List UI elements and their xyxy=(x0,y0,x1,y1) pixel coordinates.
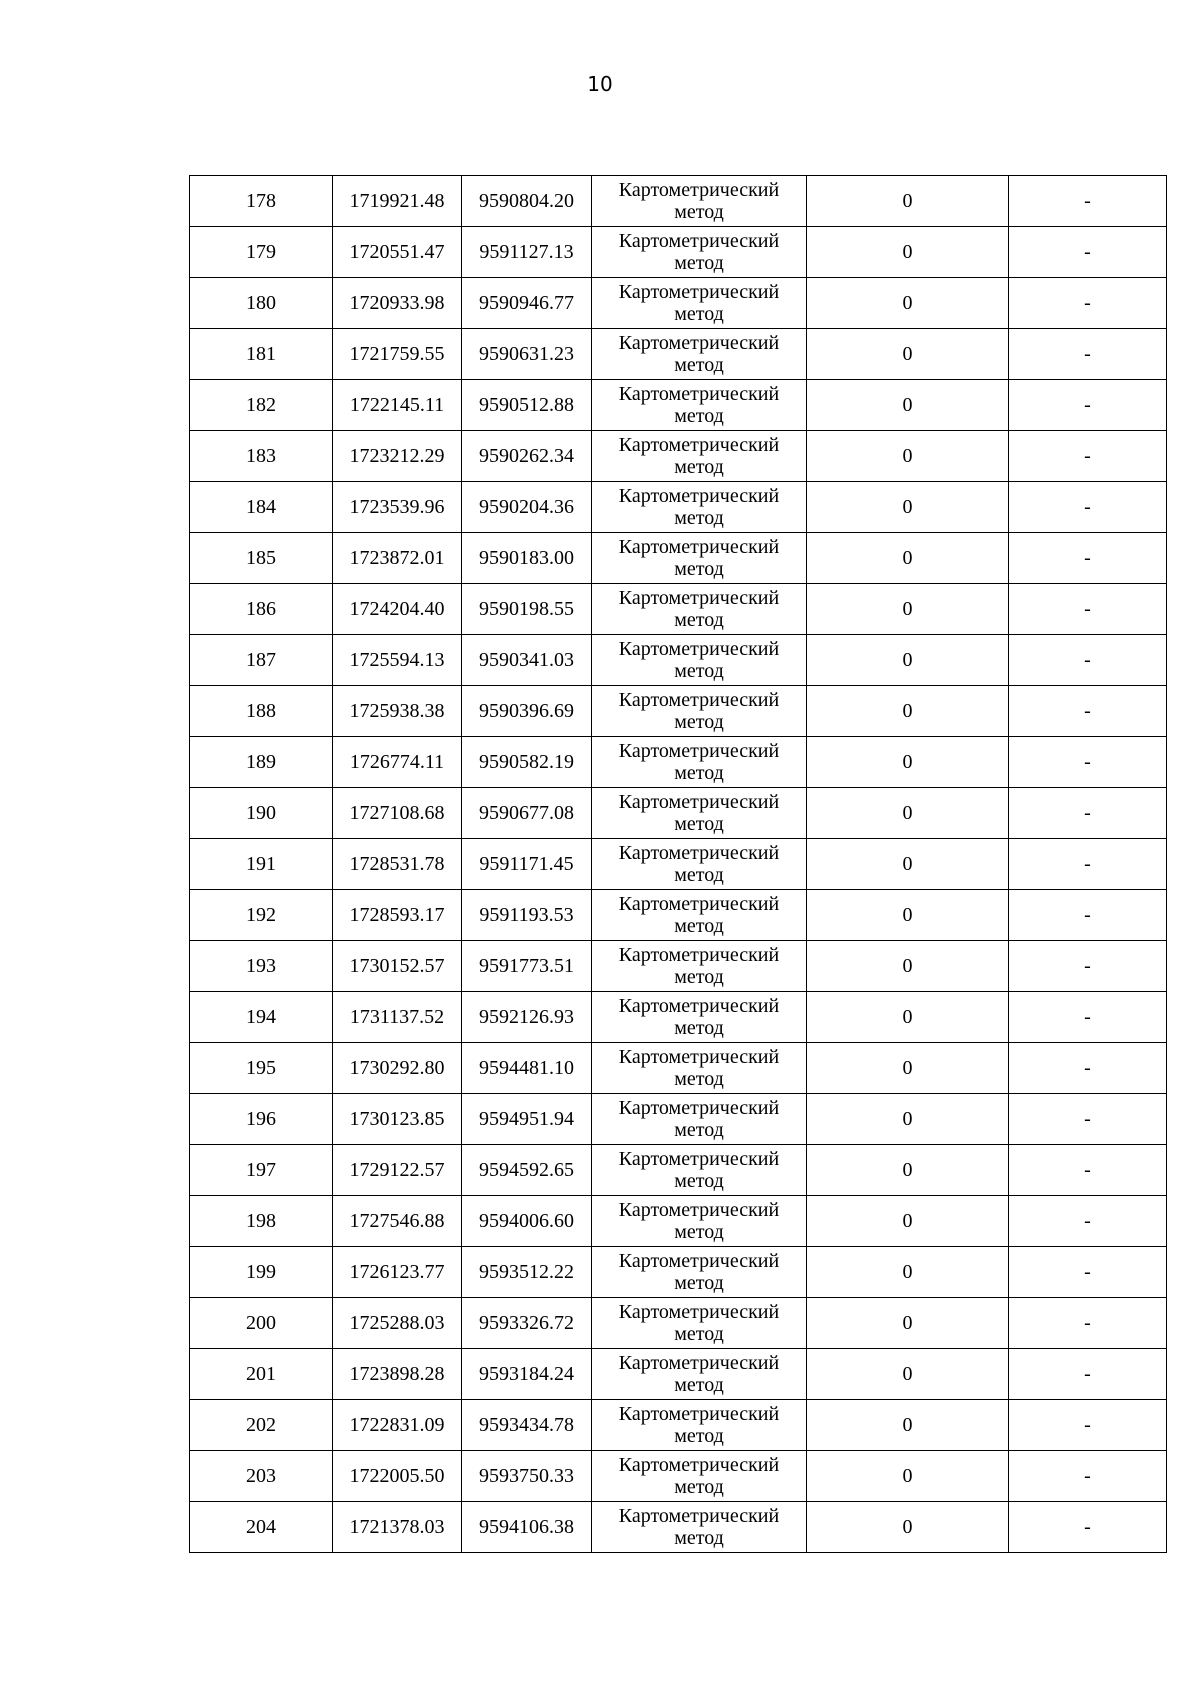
x-coordinate-cell: 1727108.68 xyxy=(333,788,462,839)
method-text-line-2: метод xyxy=(674,201,724,223)
accuracy-value-cell: 0 xyxy=(807,941,1009,992)
note-cell: - xyxy=(1009,686,1167,737)
method-cell xyxy=(592,176,807,227)
table-row xyxy=(190,1094,1167,1145)
point-number-cell: 192 xyxy=(190,890,333,941)
y-coordinate-cell: 9590631.23 xyxy=(462,329,592,380)
y-coordinate-cell: 9593750.33 xyxy=(462,1451,592,1502)
method-text-line-2: метод xyxy=(674,252,724,274)
note-cell: - xyxy=(1009,584,1167,635)
accuracy-value-cell: 0 xyxy=(807,1094,1009,1145)
table-row xyxy=(190,380,1167,431)
accuracy-value-cell: 0 xyxy=(807,1247,1009,1298)
table-row xyxy=(190,1349,1167,1400)
method-cell xyxy=(592,839,807,890)
accuracy-value-cell: 0 xyxy=(807,584,1009,635)
table-row xyxy=(190,1451,1167,1502)
y-coordinate-cell: 9594481.10 xyxy=(462,1043,592,1094)
x-coordinate-cell: 1725288.03 xyxy=(333,1298,462,1349)
y-coordinate-cell: 9592126.93 xyxy=(462,992,592,1043)
method-cell xyxy=(592,380,807,431)
method-text-line-2: метод xyxy=(674,915,724,937)
accuracy-value-cell: 0 xyxy=(807,737,1009,788)
x-coordinate-cell: 1723212.29 xyxy=(333,431,462,482)
point-number-cell: 189 xyxy=(190,737,333,788)
note-cell: - xyxy=(1009,992,1167,1043)
point-number-cell: 179 xyxy=(190,227,333,278)
method-text-line-2: метод xyxy=(674,354,724,376)
x-coordinate-cell: 1723539.96 xyxy=(333,482,462,533)
table-row xyxy=(190,941,1167,992)
method-text-line-1: Картометрический xyxy=(618,1148,780,1170)
method-text-line-1: Картометрический xyxy=(618,179,780,201)
method-text-line-2: метод xyxy=(674,660,724,682)
method-text-line-1: Картометрический xyxy=(618,740,780,762)
x-coordinate-cell: 1722145.11 xyxy=(333,380,462,431)
method-cell xyxy=(592,1196,807,1247)
note-cell: - xyxy=(1009,380,1167,431)
y-coordinate-cell: 9593326.72 xyxy=(462,1298,592,1349)
method-text-line-1: Картометрический xyxy=(618,893,780,915)
page-number: 10 xyxy=(587,72,613,96)
method-text-line-1: Картометрический xyxy=(618,332,780,354)
point-number-cell: 181 xyxy=(190,329,333,380)
method-cell xyxy=(592,533,807,584)
y-coordinate-cell: 9594951.94 xyxy=(462,1094,592,1145)
x-coordinate-cell: 1722005.50 xyxy=(333,1451,462,1502)
note-cell: - xyxy=(1009,278,1167,329)
point-number-cell: 202 xyxy=(190,1400,333,1451)
note-cell: - xyxy=(1009,1247,1167,1298)
x-coordinate-cell: 1724204.40 xyxy=(333,584,462,635)
point-number-cell: 188 xyxy=(190,686,333,737)
point-number-cell: 182 xyxy=(190,380,333,431)
y-coordinate-cell: 9593434.78 xyxy=(462,1400,592,1451)
method-text-line-1: Картометрический xyxy=(618,689,780,711)
point-number-cell: 191 xyxy=(190,839,333,890)
method-text-line-2: метод xyxy=(674,864,724,886)
y-coordinate-cell: 9590262.34 xyxy=(462,431,592,482)
x-coordinate-cell: 1729122.57 xyxy=(333,1145,462,1196)
x-coordinate-cell: 1721378.03 xyxy=(333,1502,462,1553)
method-text-line-1: Картометрический xyxy=(618,587,780,609)
table-row xyxy=(190,1043,1167,1094)
note-cell: - xyxy=(1009,1196,1167,1247)
accuracy-value-cell: 0 xyxy=(807,533,1009,584)
method-text-line-2: метод xyxy=(674,1374,724,1396)
table-row xyxy=(190,1298,1167,1349)
method-text-line-1: Картометрический xyxy=(618,1454,780,1476)
note-cell: - xyxy=(1009,227,1167,278)
method-text-line-1: Картометрический xyxy=(618,434,780,456)
method-text-line-1: Картометрический xyxy=(618,842,780,864)
method-text-line-2: метод xyxy=(674,303,724,325)
accuracy-value-cell: 0 xyxy=(807,380,1009,431)
method-text-line-2: метод xyxy=(674,762,724,784)
method-cell xyxy=(592,482,807,533)
note-cell: - xyxy=(1009,890,1167,941)
table-row xyxy=(190,1196,1167,1247)
method-text-line-2: метод xyxy=(674,609,724,631)
y-coordinate-cell: 9593184.24 xyxy=(462,1349,592,1400)
table-row xyxy=(190,788,1167,839)
x-coordinate-cell: 1730292.80 xyxy=(333,1043,462,1094)
y-coordinate-cell: 9594592.65 xyxy=(462,1145,592,1196)
point-number-cell: 190 xyxy=(190,788,333,839)
accuracy-value-cell: 0 xyxy=(807,1298,1009,1349)
table-row xyxy=(190,329,1167,380)
table-row xyxy=(190,176,1167,227)
method-text-line-1: Картометрический xyxy=(618,1097,780,1119)
note-cell: - xyxy=(1009,1094,1167,1145)
point-number-cell: 180 xyxy=(190,278,333,329)
method-cell xyxy=(592,1094,807,1145)
method-cell xyxy=(592,686,807,737)
method-cell xyxy=(592,1400,807,1451)
accuracy-value-cell: 0 xyxy=(807,1349,1009,1400)
y-coordinate-cell: 9594006.60 xyxy=(462,1196,592,1247)
point-number-cell: 187 xyxy=(190,635,333,686)
method-text-line-2: метод xyxy=(674,507,724,529)
method-text-line-2: метод xyxy=(674,456,724,478)
method-text-line-1: Картометрический xyxy=(618,383,780,405)
note-cell: - xyxy=(1009,788,1167,839)
method-text-line-2: метод xyxy=(674,1323,724,1345)
method-text-line-1: Картометрический xyxy=(618,944,780,966)
method-text-line-1: Картометрический xyxy=(618,536,780,558)
y-coordinate-cell: 9590341.03 xyxy=(462,635,592,686)
method-cell xyxy=(592,1043,807,1094)
method-text-line-1: Картометрический xyxy=(618,1505,780,1527)
method-cell xyxy=(592,227,807,278)
method-text-line-1: Картометрический xyxy=(618,1301,780,1323)
method-cell xyxy=(592,329,807,380)
method-cell xyxy=(592,584,807,635)
point-number-cell: 186 xyxy=(190,584,333,635)
table-row xyxy=(190,482,1167,533)
table-row xyxy=(190,635,1167,686)
table-row xyxy=(190,584,1167,635)
point-number-cell: 194 xyxy=(190,992,333,1043)
y-coordinate-cell: 9590946.77 xyxy=(462,278,592,329)
x-coordinate-cell: 1727546.88 xyxy=(333,1196,462,1247)
method-cell xyxy=(592,1145,807,1196)
note-cell: - xyxy=(1009,737,1167,788)
point-number-cell: 196 xyxy=(190,1094,333,1145)
method-text-line-1: Картометрический xyxy=(618,1199,780,1221)
method-cell xyxy=(592,431,807,482)
accuracy-value-cell: 0 xyxy=(807,176,1009,227)
note-cell: - xyxy=(1009,431,1167,482)
accuracy-value-cell: 0 xyxy=(807,227,1009,278)
point-number-cell: 201 xyxy=(190,1349,333,1400)
note-cell: - xyxy=(1009,1502,1167,1553)
table-row xyxy=(190,686,1167,737)
y-coordinate-cell: 9590512.88 xyxy=(462,380,592,431)
method-text-line-2: метод xyxy=(674,1527,724,1549)
y-coordinate-cell: 9590198.55 xyxy=(462,584,592,635)
method-text-line-2: метод xyxy=(674,1068,724,1090)
method-text-line-1: Картометрический xyxy=(618,1403,780,1425)
method-cell xyxy=(592,992,807,1043)
table-row xyxy=(190,533,1167,584)
y-coordinate-cell: 9590183.00 xyxy=(462,533,592,584)
method-cell xyxy=(592,941,807,992)
method-text-line-1: Картометрический xyxy=(618,1250,780,1272)
x-coordinate-cell: 1719921.48 xyxy=(333,176,462,227)
method-cell xyxy=(592,1502,807,1553)
x-coordinate-cell: 1720933.98 xyxy=(333,278,462,329)
y-coordinate-cell: 9593512.22 xyxy=(462,1247,592,1298)
method-text-line-2: метод xyxy=(674,405,724,427)
note-cell: - xyxy=(1009,482,1167,533)
point-number-cell: 195 xyxy=(190,1043,333,1094)
method-text-line-2: метод xyxy=(674,1017,724,1039)
method-text-line-2: метод xyxy=(674,1476,724,1498)
note-cell: - xyxy=(1009,533,1167,584)
table-row xyxy=(190,278,1167,329)
point-number-cell: 178 xyxy=(190,176,333,227)
accuracy-value-cell: 0 xyxy=(807,278,1009,329)
point-number-cell: 193 xyxy=(190,941,333,992)
x-coordinate-cell: 1730152.57 xyxy=(333,941,462,992)
accuracy-value-cell: 0 xyxy=(807,329,1009,380)
accuracy-value-cell: 0 xyxy=(807,788,1009,839)
table-row xyxy=(190,1502,1167,1553)
method-text-line-2: метод xyxy=(674,711,724,733)
table-row xyxy=(190,890,1167,941)
note-cell: - xyxy=(1009,1145,1167,1196)
method-text-line-1: Картометрический xyxy=(618,995,780,1017)
x-coordinate-cell: 1730123.85 xyxy=(333,1094,462,1145)
method-text-line-1: Картометрический xyxy=(618,638,780,660)
x-coordinate-cell: 1722831.09 xyxy=(333,1400,462,1451)
point-number-cell: 203 xyxy=(190,1451,333,1502)
accuracy-value-cell: 0 xyxy=(807,431,1009,482)
accuracy-value-cell: 0 xyxy=(807,890,1009,941)
method-text-line-1: Картометрический xyxy=(618,230,780,252)
method-text-line-2: метод xyxy=(674,1425,724,1447)
x-coordinate-cell: 1725594.13 xyxy=(333,635,462,686)
table-row xyxy=(190,431,1167,482)
table-row xyxy=(190,1400,1167,1451)
table-row xyxy=(190,737,1167,788)
accuracy-value-cell: 0 xyxy=(807,1043,1009,1094)
method-text-line-2: метод xyxy=(674,1119,724,1141)
accuracy-value-cell: 0 xyxy=(807,686,1009,737)
note-cell: - xyxy=(1009,839,1167,890)
point-number-cell: 183 xyxy=(190,431,333,482)
method-text-line-1: Картометрический xyxy=(618,1046,780,1068)
note-cell: - xyxy=(1009,329,1167,380)
point-number-cell: 185 xyxy=(190,533,333,584)
method-cell xyxy=(592,890,807,941)
method-cell xyxy=(592,635,807,686)
method-text-line-2: метод xyxy=(674,1170,724,1192)
accuracy-value-cell: 0 xyxy=(807,1451,1009,1502)
note-cell: - xyxy=(1009,941,1167,992)
y-coordinate-cell: 9590204.36 xyxy=(462,482,592,533)
accuracy-value-cell: 0 xyxy=(807,1145,1009,1196)
x-coordinate-cell: 1721759.55 xyxy=(333,329,462,380)
accuracy-value-cell: 0 xyxy=(807,1502,1009,1553)
accuracy-value-cell: 0 xyxy=(807,839,1009,890)
table-row xyxy=(190,992,1167,1043)
y-coordinate-cell: 9591193.53 xyxy=(462,890,592,941)
x-coordinate-cell: 1725938.38 xyxy=(333,686,462,737)
method-cell xyxy=(592,1349,807,1400)
note-cell: - xyxy=(1009,1400,1167,1451)
x-coordinate-cell: 1723872.01 xyxy=(333,533,462,584)
method-cell xyxy=(592,737,807,788)
note-cell: - xyxy=(1009,1451,1167,1502)
method-text-line-2: метод xyxy=(674,1221,724,1243)
table-row xyxy=(190,227,1167,278)
point-number-cell: 200 xyxy=(190,1298,333,1349)
method-text-line-2: метод xyxy=(674,813,724,835)
accuracy-value-cell: 0 xyxy=(807,1196,1009,1247)
table-row xyxy=(190,839,1167,890)
note-cell: - xyxy=(1009,1043,1167,1094)
accuracy-value-cell: 0 xyxy=(807,1400,1009,1451)
method-cell xyxy=(592,1451,807,1502)
y-coordinate-cell: 9590582.19 xyxy=(462,737,592,788)
point-number-cell: 199 xyxy=(190,1247,333,1298)
x-coordinate-cell: 1728593.17 xyxy=(333,890,462,941)
note-cell: - xyxy=(1009,1298,1167,1349)
coordinates-table-body xyxy=(190,176,1167,1553)
method-text-line-1: Картометрический xyxy=(618,1352,780,1374)
accuracy-value-cell: 0 xyxy=(807,992,1009,1043)
method-cell xyxy=(592,1298,807,1349)
y-coordinate-cell: 9591171.45 xyxy=(462,839,592,890)
x-coordinate-cell: 1731137.52 xyxy=(333,992,462,1043)
point-number-cell: 184 xyxy=(190,482,333,533)
note-cell: - xyxy=(1009,1349,1167,1400)
note-cell: - xyxy=(1009,635,1167,686)
table-row xyxy=(190,1145,1167,1196)
accuracy-value-cell: 0 xyxy=(807,482,1009,533)
y-coordinate-cell: 9590677.08 xyxy=(462,788,592,839)
x-coordinate-cell: 1728531.78 xyxy=(333,839,462,890)
note-cell: - xyxy=(1009,176,1167,227)
method-text-line-2: метод xyxy=(674,966,724,988)
x-coordinate-cell: 1723898.28 xyxy=(333,1349,462,1400)
coordinates-table xyxy=(189,175,1167,1553)
table-row xyxy=(190,1247,1167,1298)
method-text-line-2: метод xyxy=(674,558,724,580)
x-coordinate-cell: 1726123.77 xyxy=(333,1247,462,1298)
x-coordinate-cell: 1726774.11 xyxy=(333,737,462,788)
y-coordinate-cell: 9590804.20 xyxy=(462,176,592,227)
method-cell xyxy=(592,278,807,329)
x-coordinate-cell: 1720551.47 xyxy=(333,227,462,278)
point-number-cell: 204 xyxy=(190,1502,333,1553)
method-text-line-1: Картометрический xyxy=(618,791,780,813)
method-cell xyxy=(592,788,807,839)
y-coordinate-cell: 9591127.13 xyxy=(462,227,592,278)
y-coordinate-cell: 9591773.51 xyxy=(462,941,592,992)
method-text-line-1: Картометрический xyxy=(618,281,780,303)
accuracy-value-cell: 0 xyxy=(807,635,1009,686)
method-text-line-1: Картометрический xyxy=(618,485,780,507)
y-coordinate-cell: 9590396.69 xyxy=(462,686,592,737)
y-coordinate-cell: 9594106.38 xyxy=(462,1502,592,1553)
method-text-line-2: метод xyxy=(674,1272,724,1294)
point-number-cell: 198 xyxy=(190,1196,333,1247)
method-cell xyxy=(592,1247,807,1298)
point-number-cell: 197 xyxy=(190,1145,333,1196)
